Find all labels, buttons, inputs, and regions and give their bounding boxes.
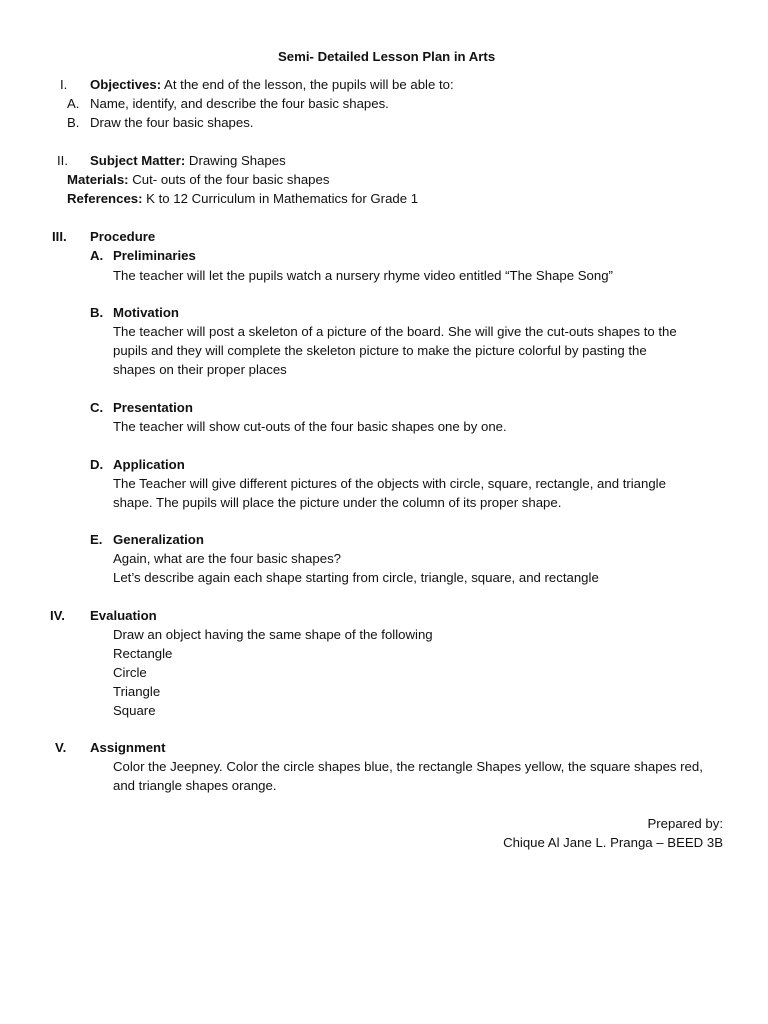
step-letter: B. [90,305,104,320]
prepared-by-label: Prepared by: [647,816,723,831]
procedure-heading: Procedure [90,229,156,244]
step-text: pupils and they will complete the skeleton picture to make the picture colorful by pasting the [113,343,647,358]
step-heading-application: Application [113,457,185,472]
step-heading-preliminaries: Preliminaries [113,248,196,263]
objective-item: Draw the four basic shapes. [90,115,254,130]
step-text: Again, what are the four basic shapes? [113,551,341,566]
step-text: The teacher will show cut-outs of the four basic shapes one by one. [113,419,507,434]
materials-line: Materials: Cut- outs of the four basic shapes [67,172,330,187]
step-text: shapes on their proper places [113,362,287,377]
step-heading-presentation: Presentation [113,400,193,415]
evaluation-text: Draw an object having the same shape of the following [113,627,433,642]
step-letter: D. [90,457,104,472]
evaluation-item: Triangle [113,684,161,699]
evaluation-item: Circle [113,665,147,680]
assignment-text: Color the Jeepney. Color the circle shapes blue, the rectangle Shapes yellow, the square shapes red, [113,759,703,774]
subject-matter-heading: Subject Matter: Drawing Shapes [90,153,286,168]
subject-matter-numeral: II. [57,153,68,168]
assignment-text: and triangle shapes orange. [113,778,277,793]
objectives-heading: Objectives: At the end of the lesson, the pupils will be able to: [90,77,454,92]
evaluation-item: Rectangle [113,646,173,661]
objective-letter: A. [67,96,80,111]
step-letter: C. [90,400,104,415]
references-line: References: K to 12 Curriculum in Mathematics for Grade 1 [67,191,419,206]
evaluation-item: Square [113,703,156,718]
step-heading-generalization: Generalization [113,532,204,547]
assignment-numeral: V. [55,740,67,755]
objective-item: Name, identify, and describe the four basic shapes. [90,96,389,111]
procedure-numeral: III. [52,229,67,244]
step-text: The Teacher will give different pictures of the objects with circle, square, rectangle, and triangle [113,476,666,491]
step-heading-motivation: Motivation [113,305,179,320]
step-text: The teacher will post a skeleton of a picture of the board. She will give the cut-outs shapes to the [113,324,677,339]
assignment-heading: Assignment [90,740,166,755]
step-letter: E. [90,532,103,547]
step-text: shape. The pupils will place the picture under the column of its proper shape. [113,495,562,510]
objective-letter: B. [67,115,80,130]
objectives-numeral: I. [60,77,68,92]
evaluation-heading: Evaluation [90,608,157,623]
step-text: The teacher will let the pupils watch a nursery rhyme video entitled “The Shape Song” [113,268,613,283]
step-letter: A. [90,248,104,263]
step-text: Let’s describe again each shape starting from circle, triangle, square, and rectangle [113,570,599,585]
evaluation-numeral: IV. [50,608,65,623]
preparer-name: Chique Al Jane L. Pranga – BEED 3B [503,835,723,850]
document-title: Semi- Detailed Lesson Plan in Arts [278,49,496,64]
